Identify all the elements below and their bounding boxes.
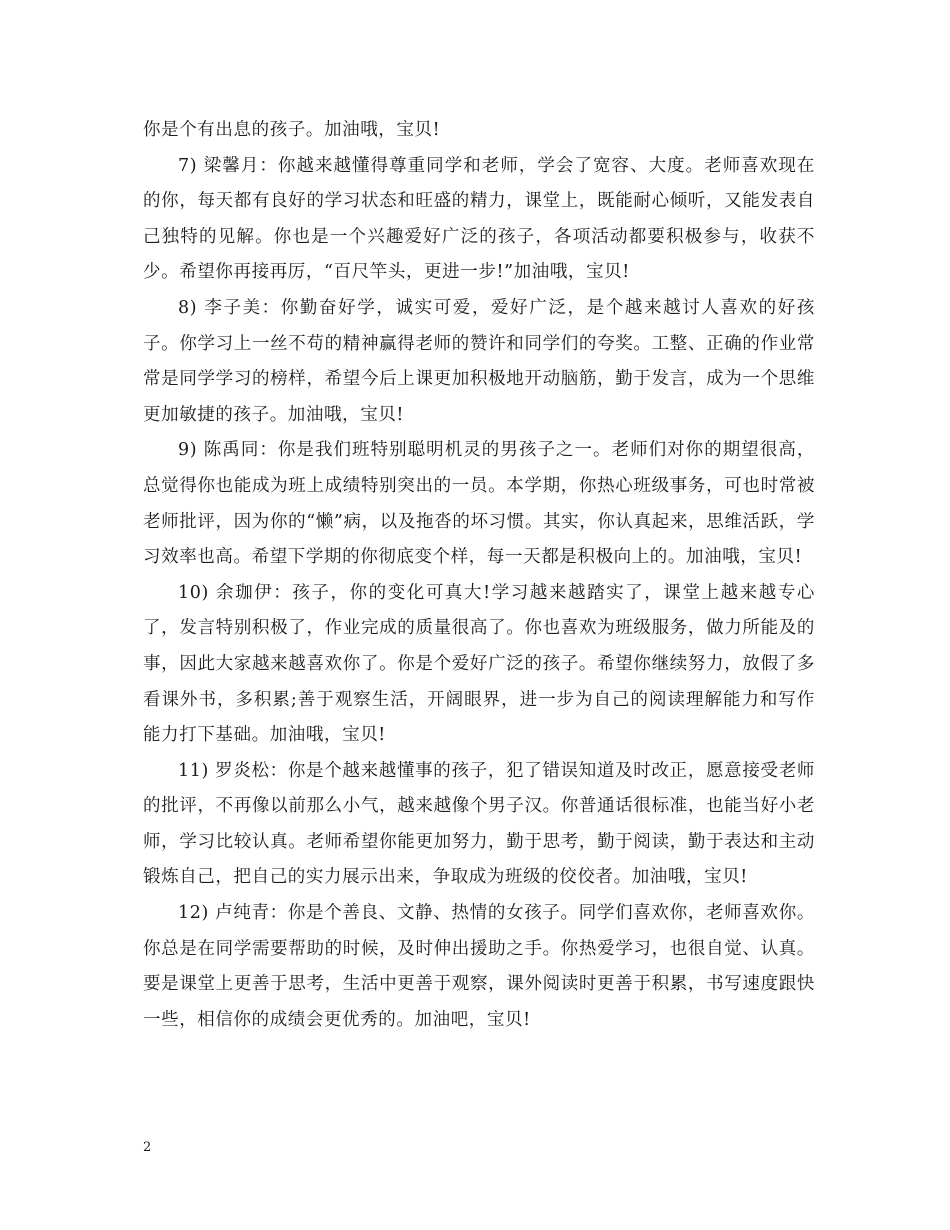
comment-paragraph-11: 11) 罗炎松：你是个越来越懂事的孩子，犯了错误知道及时改正，愿意接受老师的批评，不再像以前那么小气，越来越像个男子汉。你普通话很标准，也能当好小老师，学习比较认真。老师希望你能更加努力，勤于思考，勤于阅读，勤于表达和主动锻炼自己，把自己的实力展示出来，争取成为班级的佼佼者。加油哦，宝贝!	[143, 760, 815, 888]
comment-paragraph-9: 9) 陈禹同：你是我们班特别聪明机灵的男孩子之一。老师们对你的期望很高，总觉得你也能成为班上成绩特别突出的一员。本学期，你热心班级事务，可也时常被老师批评，因为你的“懒”病，以及拖沓的坏习惯。其实，你认真起来，思维活跃，学习效率也高。希望下学期的你彻底变个样，每一天都是积极向上的。加油哦，宝贝!	[143, 440, 815, 568]
comment-paragraph-8: 8) 李子美：你勤奋好学，诚实可爱，爱好广泛，是个越来越讨人喜欢的好孩子。你学习上一丝不苟的精神赢得老师的赞许和同学们的夸奖。工整、正确的作业常常是同学学习的榜样，希望今后上课更加积极地开动脑筋，勤于发言，成为一个思维更加敏捷的孩子。加油哦，宝贝!	[143, 297, 815, 425]
page-number: 2	[143, 1140, 152, 1155]
comment-paragraph-7: 7) 梁馨月：你越来越懂得尊重同学和老师，学会了宽容、大度。老师喜欢现在的你，每天都有良好的学习状态和旺盛的精力，课堂上，既能耐心倾听，又能发表自己独特的见解。你也是一个兴趣爱好广泛的孩子，各项活动都要积极参与，收获不少。希望你再接再厉，“百尺竿头，更进一步!”加油哦，宝贝!	[143, 155, 815, 283]
paragraph-continuation: 你是个有出息的孩子。加油哦，宝贝!	[143, 120, 441, 140]
comment-paragraph-10: 10) 余珈伊：孩子，你的变化可真大!学习越来越踏实了，课堂上越来越专心了，发言特别积极了，作业完成的质量很高了。你也喜欢为班级服务，做力所能及的事，因此大家越来越喜欢你了。你是个爱好广泛的孩子。希望你继续努力，放假了多看课外书，多积累;善于观察生活，开阔眼界，进一步为自己的阅读理解能力和写作能力打下基础。加油哦，宝贝!	[143, 582, 815, 746]
comment-paragraph-12: 12) 卢纯青：你是个善良、文静、热情的女孩子。同学们喜欢你，老师喜欢你。你总是在同学需要帮助的时候，及时伸出援助之手。你热爱学习，也很自觉、认真。要是课堂上更善于思考，生活中更善于观察，课外阅读时更善于积累，书写速度跟快一些，相信你的成绩会更优秀的。加油吧，宝贝!	[143, 903, 815, 1030]
document-body	[143, 113, 815, 1038]
